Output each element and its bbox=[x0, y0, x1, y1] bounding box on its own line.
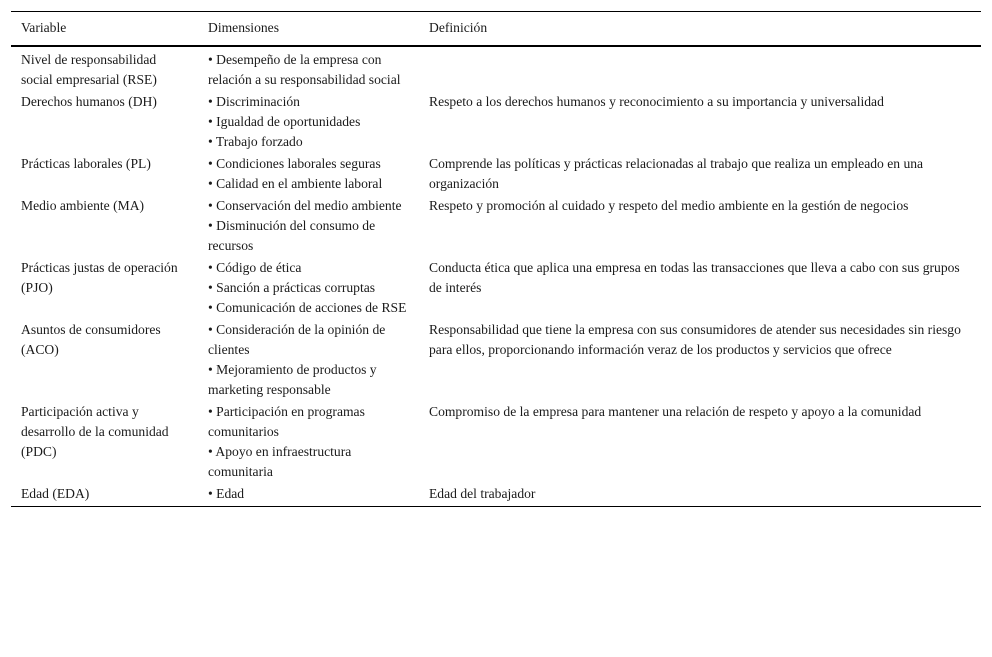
dimension-item: • Consideración de la opinión de clientes bbox=[208, 322, 386, 357]
dimension-item: • Desempeño de la empresa con relación a su responsabilidad social bbox=[208, 52, 401, 87]
dimension-item: • Código de ética bbox=[208, 260, 302, 275]
variable-cell: Prácticas justas de operación (PJO) bbox=[21, 260, 178, 295]
dimensions-cell bbox=[198, 401, 419, 483]
variable-cell: Participación activa y desarrollo de la comunidad (PDC) bbox=[21, 404, 169, 459]
dimensions-cell bbox=[198, 153, 419, 195]
table-row bbox=[11, 319, 981, 401]
header-dimensions: Dimensiones bbox=[208, 20, 279, 35]
table-row bbox=[11, 46, 981, 91]
dimension-item: • Edad bbox=[208, 486, 245, 501]
dimension-item: • Calidad en el ambiente laboral bbox=[208, 176, 383, 191]
dimension-item: • Trabajo forzado bbox=[208, 134, 303, 149]
dimension-item: • Conservación del medio ambiente bbox=[208, 198, 402, 213]
dimensions-cell bbox=[198, 91, 419, 153]
dimensions-cell bbox=[198, 257, 419, 319]
dimensions-cell bbox=[198, 319, 419, 401]
dimension-item: • Apoyo en infraestructura comunitaria bbox=[208, 444, 352, 479]
dimension-item: • Igualdad de oportunidades bbox=[208, 114, 361, 129]
definition-cell: Respeto y promoción al cuidado y respeto del medio ambiente en la gestión de negocios bbox=[429, 198, 909, 213]
variable-cell: Prácticas laborales (PL) bbox=[21, 156, 151, 171]
table-row bbox=[11, 401, 981, 483]
table-body bbox=[11, 46, 981, 507]
dimension-item: • Disminución del consumo de recursos bbox=[208, 218, 376, 253]
header-row bbox=[11, 12, 981, 47]
dimension-item: • Condiciones laborales seguras bbox=[208, 156, 381, 171]
definition-cell: Comprende las políticas y prácticas relacionadas al trabajo que realiza un empleado en una organización bbox=[429, 156, 924, 191]
variables-table-container bbox=[11, 11, 981, 507]
table-row bbox=[11, 91, 981, 153]
variable-cell: Edad (EDA) bbox=[21, 486, 90, 501]
definition-cell: Responsabilidad que tiene la empresa con sus consumidores de atender sus necesidades sin riesgo para ellos, proporcionando información veraz de los productos y servicios que ofrece bbox=[429, 322, 961, 357]
dimensions-cell bbox=[198, 46, 419, 91]
dimensions-cell bbox=[198, 195, 419, 257]
dimension-item: • Sanción a prácticas corruptas bbox=[208, 280, 376, 295]
dimension-item: • Discriminación bbox=[208, 94, 300, 109]
dimension-item: • Participación en programas comunitarios bbox=[208, 404, 365, 439]
table-row bbox=[11, 257, 981, 319]
dimension-item: • Mejoramiento de productos y marketing responsable bbox=[208, 362, 377, 397]
definition-cell: Edad del trabajador bbox=[429, 486, 536, 501]
dimension-item: • Comunicación de acciones de RSE bbox=[208, 300, 407, 315]
variable-cell: Asuntos de consumidores (ACO) bbox=[21, 322, 161, 357]
table-row bbox=[11, 195, 981, 257]
definition-cell bbox=[419, 46, 981, 91]
table-row bbox=[11, 483, 981, 507]
definition-cell: Compromiso de la empresa para mantener una relación de respeto y apoyo a la comunidad bbox=[429, 404, 922, 419]
header-variable: Variable bbox=[21, 20, 67, 35]
definition-cell: Respeto a los derechos humanos y reconocimiento a su importancia y universalidad bbox=[429, 94, 884, 109]
table-row bbox=[11, 153, 981, 195]
table-header bbox=[11, 12, 981, 47]
dimensions-cell bbox=[198, 483, 419, 507]
header-definition: Definición bbox=[429, 20, 488, 35]
variable-cell: Medio ambiente (MA) bbox=[21, 198, 145, 213]
variables-table bbox=[11, 11, 981, 507]
definition-cell: Conducta ética que aplica una empresa en todas las transacciones que lleva a cabo con sus grupos de interés bbox=[429, 260, 960, 295]
variable-cell: Derechos humanos (DH) bbox=[21, 94, 157, 109]
variable-cell: Nivel de responsabilidad social empresarial (RSE) bbox=[21, 52, 157, 87]
